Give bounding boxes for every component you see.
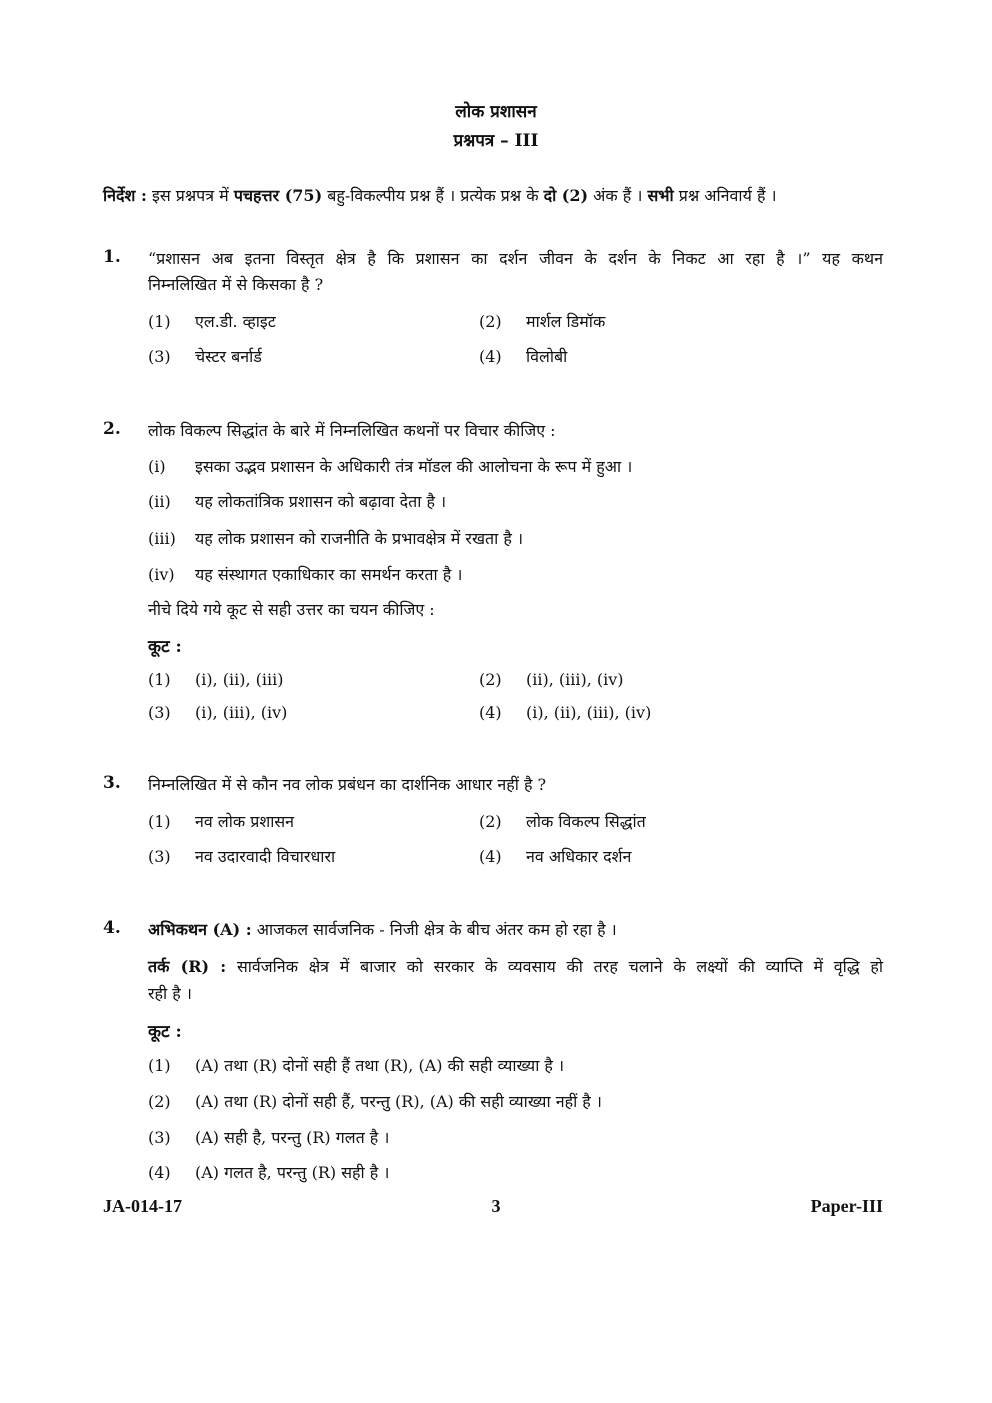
- option-text: मार्शल डिमॉक: [526, 312, 606, 331]
- instructions-text-3: अंक हैं ।: [588, 186, 648, 205]
- question-2-number: 2.: [103, 419, 121, 439]
- instructions-marks: दो (2): [543, 186, 589, 205]
- option-number: (3): [148, 847, 171, 866]
- option-number: (1): [148, 812, 171, 831]
- question-4-number: 4.: [103, 918, 121, 938]
- instructions-count: पचहत्तर (75): [233, 186, 323, 205]
- instructions-text-1: इस प्रश्नपत्र में: [146, 186, 234, 205]
- option-number: (3): [148, 1128, 171, 1147]
- option-text: चेस्टर बर्नार्ड: [195, 347, 262, 366]
- question-4-reason-line-1: [148, 955, 883, 977]
- option-text: (ii), (iii), (iv): [526, 670, 624, 689]
- option-number: (3): [148, 347, 171, 366]
- instructions: [103, 184, 883, 206]
- reason-label: तर्क (R) :: [148, 957, 227, 976]
- statement-text: यह लोक प्रशासन को राजनीति के प्रभावक्षेत्र में रखता है ।: [195, 529, 524, 548]
- question-3-number: 3.: [103, 773, 121, 793]
- option-text: (A) सही है, परन्तु (R) गलत है ।: [195, 1128, 390, 1147]
- option-number: (3): [148, 703, 171, 722]
- statement-number: (iv): [148, 565, 175, 584]
- question-2-option-4: [479, 703, 651, 722]
- question-3-option-3: [148, 845, 335, 867]
- paper-title: प्रश्नपत्र – III: [453, 131, 539, 151]
- question-2-option-3: [148, 703, 287, 722]
- statement-number: (iii): [148, 529, 176, 548]
- question-3-option-4: [479, 845, 631, 867]
- question-1-number: 1.: [103, 247, 121, 267]
- option-number: (2): [479, 812, 502, 831]
- question-2-stem: लोक विकल्प सिद्धांत के बारे में निम्नलिखित कथनों पर विचार कीजिए :: [148, 421, 556, 440]
- option-number: (4): [479, 847, 502, 866]
- option-text: लोक विकल्प सिद्धांत: [526, 812, 646, 831]
- question-4-option-4: [148, 1161, 389, 1183]
- option-number: (2): [479, 312, 502, 331]
- option-text: नव लोक प्रशासन: [195, 812, 295, 831]
- option-text: एल.डी. व्हाइट: [195, 312, 276, 331]
- question-2-option-2: [479, 670, 624, 689]
- question-1-stem-line-1: “प्रशासन अब इतना विस्तृत क्षेत्र है कि प्रशासन का दर्शन जीवन के दर्शन के निकट आ रहा है ।” यह कथन: [148, 249, 883, 268]
- question-2-choose-instruction: नीचे दिये गये कूट से सही उत्तर का चयन कीजिए :: [148, 600, 435, 619]
- option-text: नव अधिकार दर्शन: [526, 847, 632, 866]
- instructions-all: सभी: [647, 186, 674, 205]
- option-number: (1): [148, 670, 171, 689]
- option-text: विलोबी: [526, 347, 568, 366]
- statement-number: (i): [148, 457, 166, 476]
- statement-text: इसका उद्भव प्रशासन के अधिकारी तंत्र मॉडल की आलोचना के रूप में हुआ ।: [195, 457, 633, 476]
- option-number: (2): [479, 670, 502, 689]
- question-3-stem: निम्नलिखित में से कौन नव लोक प्रबंधन का दार्शनिक आधार नहीं है ?: [148, 775, 547, 794]
- question-1-option-1: [148, 310, 276, 332]
- option-number: (4): [479, 347, 502, 366]
- question-3-option-2: [479, 810, 646, 832]
- question-4-assertion: [148, 918, 883, 940]
- question-2-statement-1: [148, 455, 632, 477]
- question-4-option-3: [148, 1126, 389, 1148]
- question-2-statement-4: [148, 563, 462, 585]
- assertion-text: आजकल सार्वजनिक - निजी क्षेत्र के बीच अंतर कम हो रहा है ।: [251, 920, 617, 939]
- footer-page-number: 3: [491, 1196, 501, 1216]
- question-4-option-1: [148, 1054, 564, 1076]
- option-number: (2): [148, 1092, 171, 1111]
- question-1-option-4: [479, 345, 567, 367]
- question-4-reason-line-2: रही है ।: [148, 984, 192, 1003]
- option-text: (A) गलत है, परन्तु (R) सही है ।: [195, 1163, 390, 1182]
- question-2-option-1: [148, 670, 284, 689]
- option-number: (4): [148, 1163, 171, 1182]
- option-text: नव उदारवादी विचारधारा: [195, 847, 336, 866]
- option-text: (A) तथा (R) दोनों सही हैं तथा (R), (A) की सही व्याख्या है ।: [195, 1056, 565, 1075]
- reason-text: सार्वजनिक क्षेत्र में बाजार को सरकार के व्यवसाय की तरह चलाने के लक्ष्यों की व्याप्ति में वृद्धि हो: [226, 957, 883, 976]
- statement-text: यह संस्थागत एकाधिकार का समर्थन करता है ।: [195, 565, 463, 584]
- option-text: (i), (ii), (iii): [195, 670, 284, 689]
- question-2-statement-3: [148, 527, 523, 549]
- option-number: (1): [148, 1056, 171, 1075]
- footer-paper-label: Paper-III: [810, 1196, 883, 1216]
- instructions-text-2: बहु-विकल्पीय प्रश्न हैं । प्रत्येक प्रश्न के: [322, 186, 544, 205]
- question-3-option-1: [148, 810, 294, 832]
- assertion-label: अभिकथन (A) :: [148, 920, 252, 939]
- option-number: (4): [479, 703, 502, 722]
- question-4-option-2: [148, 1090, 602, 1112]
- question-1-option-2: [479, 310, 605, 332]
- option-text: (i), (iii), (iv): [195, 703, 288, 722]
- option-text: (A) तथा (R) दोनों सही हैं, परन्तु (R), (A) की सही व्याख्या नहीं है ।: [195, 1092, 602, 1111]
- footer-paper-code: JA-014-17: [103, 1196, 182, 1216]
- option-number: (1): [148, 312, 171, 331]
- instructions-text-4: प्रश्न अनिवार्य हैं ।: [673, 186, 777, 205]
- question-1-stem-line-2: निम्नलिखित में से किसका है ?: [148, 275, 324, 294]
- question-2-code-label: कूट :: [148, 637, 182, 657]
- instructions-label: निर्देश :: [103, 186, 147, 205]
- question-4-code-label: कूट :: [148, 1022, 182, 1042]
- subject-title: लोक प्रशासन: [455, 102, 537, 122]
- statement-number: (ii): [148, 492, 171, 511]
- question-1-option-3: [148, 345, 262, 367]
- statement-text: यह लोकतांत्रिक प्रशासन को बढ़ावा देता है ।: [195, 492, 447, 511]
- option-text: (i), (ii), (iii), (iv): [526, 703, 652, 722]
- question-2-statement-2: [148, 490, 446, 512]
